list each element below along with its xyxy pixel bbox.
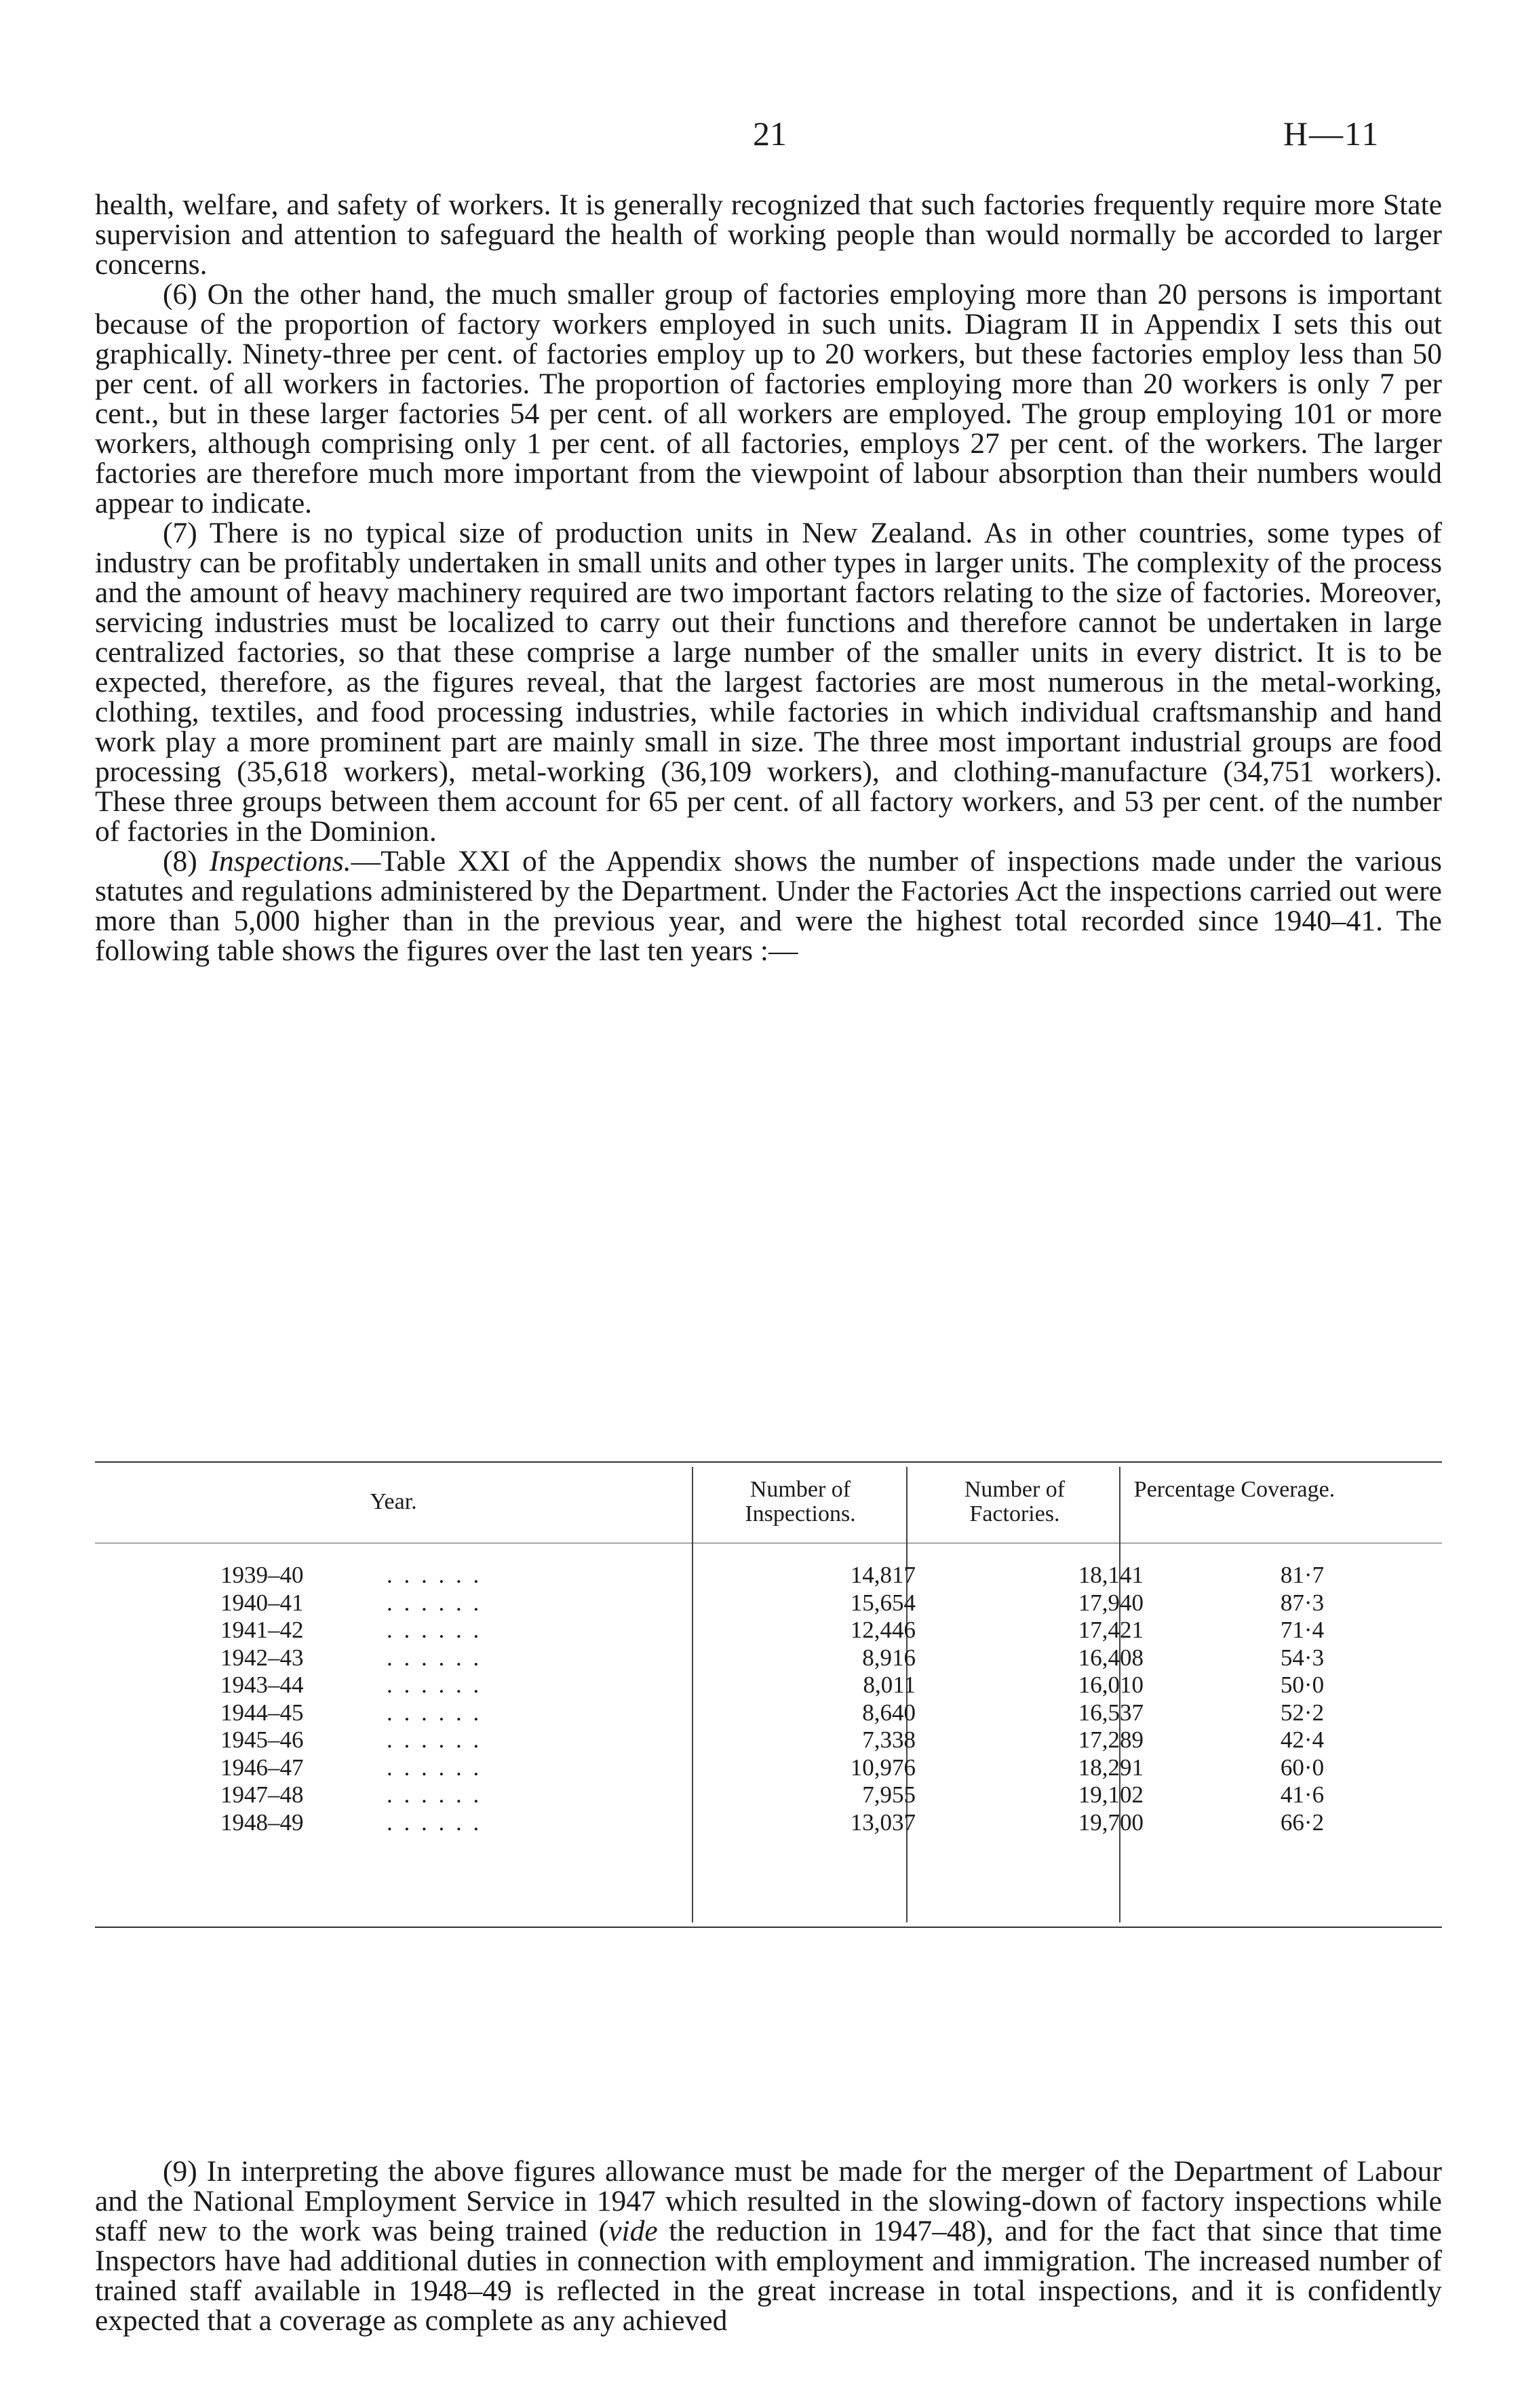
document-code: H—11 — [1283, 115, 1380, 153]
paragraph-9 — [95, 2156, 1442, 2335]
row-factories: 19,700 — [1078, 1809, 1144, 1836]
row-coverage: 71·4 — [1280, 1617, 1325, 1643]
row-inspections: 8,640 — [862, 1699, 916, 1726]
row-inspections: 7,955 — [862, 1781, 916, 1808]
row-leader-dots: . . . . . . — [387, 1754, 482, 1781]
row-factories: 18,291 — [1078, 1754, 1144, 1781]
row-year: 1946–47 — [220, 1754, 304, 1781]
page-header — [0, 114, 1522, 161]
row-factories: 16,010 — [1078, 1672, 1144, 1698]
row-coverage: 81·7 — [1280, 1562, 1325, 1588]
row-leader-dots: . . . . . . — [387, 1809, 482, 1836]
row-year: 1948–49 — [220, 1809, 304, 1836]
row-factories: 16,537 — [1078, 1699, 1144, 1726]
table-top-rule — [95, 1461, 1442, 1463]
paragraph-9-text-b: the reduction in 1947–48), and for the fact that since that time Inspectors have had additional duties in connection with employment and immigration. The increased number of trained staff available in 1948–49 is reflected in the great increase in total inspections, and it is confidently expected that a coverage as complete as any achieved — [95, 2215, 1442, 2337]
row-leader-dots: . . . . . . — [387, 1562, 482, 1588]
row-factories: 16,408 — [1078, 1644, 1144, 1671]
row-year: 1947–48 — [220, 1781, 304, 1808]
paragraph-5-continuation: health, welfare, and safety of workers. It is generally recognized that such factories frequently require more State supervision and attention to safeguard the health of working people than would normally be accorded to larger concerns. — [95, 189, 1442, 281]
row-coverage: 54·3 — [1280, 1644, 1325, 1671]
row-inspections: 13,037 — [850, 1809, 916, 1836]
row-coverage: 66·2 — [1280, 1809, 1325, 1836]
row-year: 1941–42 — [220, 1617, 304, 1643]
paragraph-6: (6) On the other hand, the much smaller group of factories employing more than 20 persons is important because of the proportion of factory workers employed in such units. Diagram II in Appendix I sets this out graphically. Ninety-three per cent. of factories employ up to 20 workers, but these factories employ less than 50 per cent. of all workers in factories. The proportion of factories employing more than 20 workers is only 7 per cent., but in these larger factories 54 per cent. of all workers are employed. The group employing 101 or more workers, although comprising only 1 per cent. of all factories, employs 27 per cent. of the workers. The larger factories are therefore much more important from the viewpoint of labour absorption than their numbers would appear to indicate. — [95, 278, 1442, 519]
row-inspections: 7,338 — [862, 1726, 916, 1753]
page-number: 21 — [753, 115, 787, 153]
row-leader-dots: . . . . . . — [387, 1699, 482, 1726]
header-year: Year. — [370, 1489, 417, 1514]
row-factories: 17,289 — [1078, 1726, 1144, 1753]
row-coverage: 60·0 — [1280, 1754, 1325, 1781]
paragraph-8-text: —Table XXI of the Appendix shows the number of inspections made under the various statutes and regulations administered by the Department. Under the Factories Act the inspections carried out were more than 5,000 higher than in the previous year, and were the highest total recorded since 1940–41. The following table shows the figures over the last ten years :— — [95, 845, 1442, 967]
paragraph-9-text-a: (9) In interpreting the above figures allowance must be made for the merger of the Department of Labour and the National Employment Service in 1947 which resulted in the slowing-down of factory inspections while staff new to the work was being trained ( — [95, 2155, 1442, 2247]
header-coverage: Percentage Coverage. — [1133, 1477, 1335, 1502]
row-inspections: 14,817 — [850, 1562, 916, 1588]
row-coverage: 52·2 — [1280, 1699, 1325, 1726]
row-coverage: 50·0 — [1280, 1672, 1325, 1698]
row-year: 1945–46 — [220, 1726, 304, 1753]
header-inspections: Number of Inspections. — [745, 1477, 856, 1526]
body-text-bottom — [95, 2156, 1442, 2335]
row-coverage: 87·3 — [1280, 1589, 1325, 1616]
paragraph-7: (7) There is no typical size of production units in New Zealand. As in other countries, some types of industry can be profitably undertaken in small units and other types in larger units. The complexity of the process and the amount of heavy machinery required are two important factors relating to the size of factories. Moreover, servicing industries must be localized to carry out their functions and therefore cannot be undertaken in large centralized factories, so that these comprise a large number of the smaller units in every district. It is to be expected, therefore, as the figures reveal, that the largest factories are most numerous in the metal-working, clothing, textiles, and food processing industries, while factories in which individual craftsmanship and hand work play a more prominent part are mainly small in size. The three most important industrial groups are food processing (35,618 workers), metal-working (36,109 workers), and clothing-manufacture (34,751 workers). These three groups between them account for 65 per cent. of all factory workers, and 53 per cent. of the number of factories in the Dominion. — [95, 517, 1442, 848]
row-inspections: 8,011 — [863, 1672, 916, 1698]
row-inspections: 15,654 — [850, 1589, 916, 1616]
body-text-top — [95, 190, 1442, 966]
row-leader-dots: . . . . . . — [387, 1781, 482, 1808]
row-factories: 17,940 — [1078, 1589, 1144, 1616]
row-inspections: 10,976 — [850, 1754, 916, 1781]
paragraph-8-number: (8) — [163, 845, 210, 877]
row-year: 1943–44 — [220, 1672, 304, 1698]
row-coverage: 42·4 — [1280, 1726, 1325, 1753]
row-leader-dots: . . . . . . — [387, 1726, 482, 1753]
header-factories: Number of Factories. — [964, 1477, 1066, 1526]
row-inspections: 8,916 — [862, 1644, 916, 1671]
inspections-heading: Inspections. — [209, 845, 351, 877]
row-leader-dots: . . . . . . — [387, 1589, 482, 1616]
row-year: 1944–45 — [220, 1699, 304, 1726]
row-factories: 18,141 — [1078, 1562, 1144, 1588]
row-coverage: 41·6 — [1280, 1781, 1325, 1808]
row-leader-dots: . . . . . . — [387, 1644, 482, 1671]
row-leader-dots: . . . . . . — [387, 1672, 482, 1698]
row-inspections: 12,446 — [850, 1617, 916, 1643]
inspections-table — [95, 1461, 1442, 1929]
vide-italic: vide — [608, 2215, 658, 2247]
table-bottom-rule — [95, 1927, 1442, 1928]
row-year: 1939–40 — [220, 1562, 304, 1588]
row-year: 1942–43 — [220, 1644, 304, 1671]
row-factories: 17,421 — [1078, 1617, 1144, 1643]
row-year: 1940–41 — [220, 1589, 304, 1616]
row-leader-dots: . . . . . . — [387, 1617, 482, 1643]
row-factories: 19,102 — [1078, 1781, 1144, 1808]
paragraph-8 — [95, 846, 1442, 966]
